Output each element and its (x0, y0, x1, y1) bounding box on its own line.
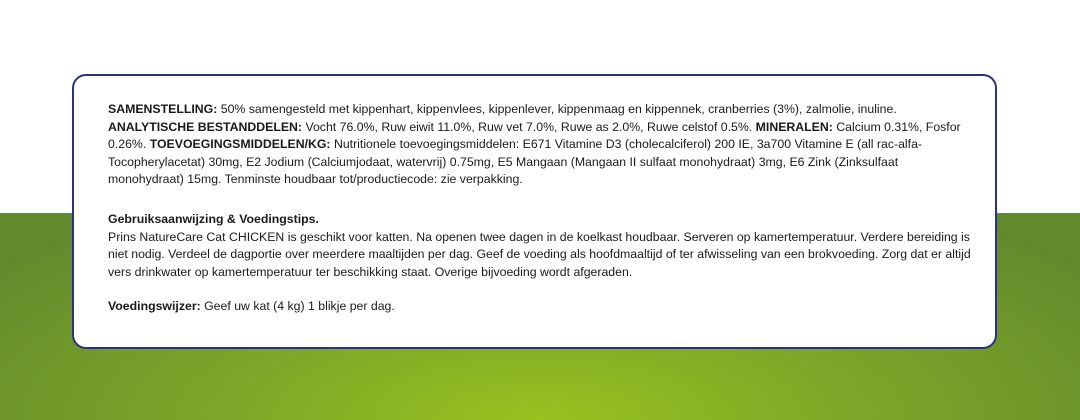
usage-heading (108, 211, 975, 229)
composition-label: SAMENSTELLING: (108, 102, 218, 116)
usage-paragraph: Prins NatureCare Cat CHICKEN is geschikt voor katten. Na openen twee dagen in de koelkast houdbaar. Serveren op kamertemperatuur. Verdere bereiding is niet nodig. Verdeel de dagportie over meerdere maaltijden per dag. Geef de voeding als hoofdmaaltijd of ter afwisseling van een brokvoeding. Zorg dat er altijd vers drinkwater op kamertemperatuur ter beschikking staat. Overige bijvoeding wordt afgeraden. (108, 229, 971, 279)
product-info-card (72, 74, 997, 349)
feeding-guide-label: Voedingswijzer: (108, 299, 201, 314)
minerals-label: MINERALEN: (755, 119, 833, 134)
feeding-guide-text: Geef uw kat (4 kg) 1 blikje per dag. (200, 299, 395, 314)
usage-heading-text: Gebruiksaanwijzing & Voedingstips. (108, 211, 319, 226)
ingredients-paragraph (108, 101, 975, 189)
spacer (108, 281, 975, 298)
feeding-guide-paragraph (108, 298, 975, 316)
minerals-text: Calcium 0.31%, Fosfor 0.26%. (108, 119, 961, 152)
additives-text: Nutritionele toevoegingsmiddelen: E671 Vitamine D3 (cholecalciferol) 200 IE, 3a700 Vitamine E (all rac-alfa-Tocopherylacetat) 30mg, E2 Jodium (Calciumjodaat, watervrij) 0.75mg, E5 Mangaan (Mangaan II sulfaat monohydraat) 3mg, E6 Zink (Zinksulfaat monohydraat) 15mg. Tenminste houdbaar tot/productiecode: zie verpakking. (108, 137, 923, 187)
analytical-label: ANALYTISCHE BESTANDDELEN: (108, 119, 303, 134)
analytical-text: Vocht 76.0%, Ruw eiwit 11.0%, Ruw vet 7.0%, Ruwe as 2.0%, Ruwe celstof 0.5%. (302, 119, 756, 134)
additives-label: TOEVOEGINGSMIDDELEN/KG: (149, 137, 331, 152)
composition-text: 50% samengesteld met kippenhart, kippenvlees, kippenlever, kippenmaag en kippennek, cranberries (3%), zalmolie, inuline. (217, 102, 897, 116)
spacer (108, 189, 975, 211)
